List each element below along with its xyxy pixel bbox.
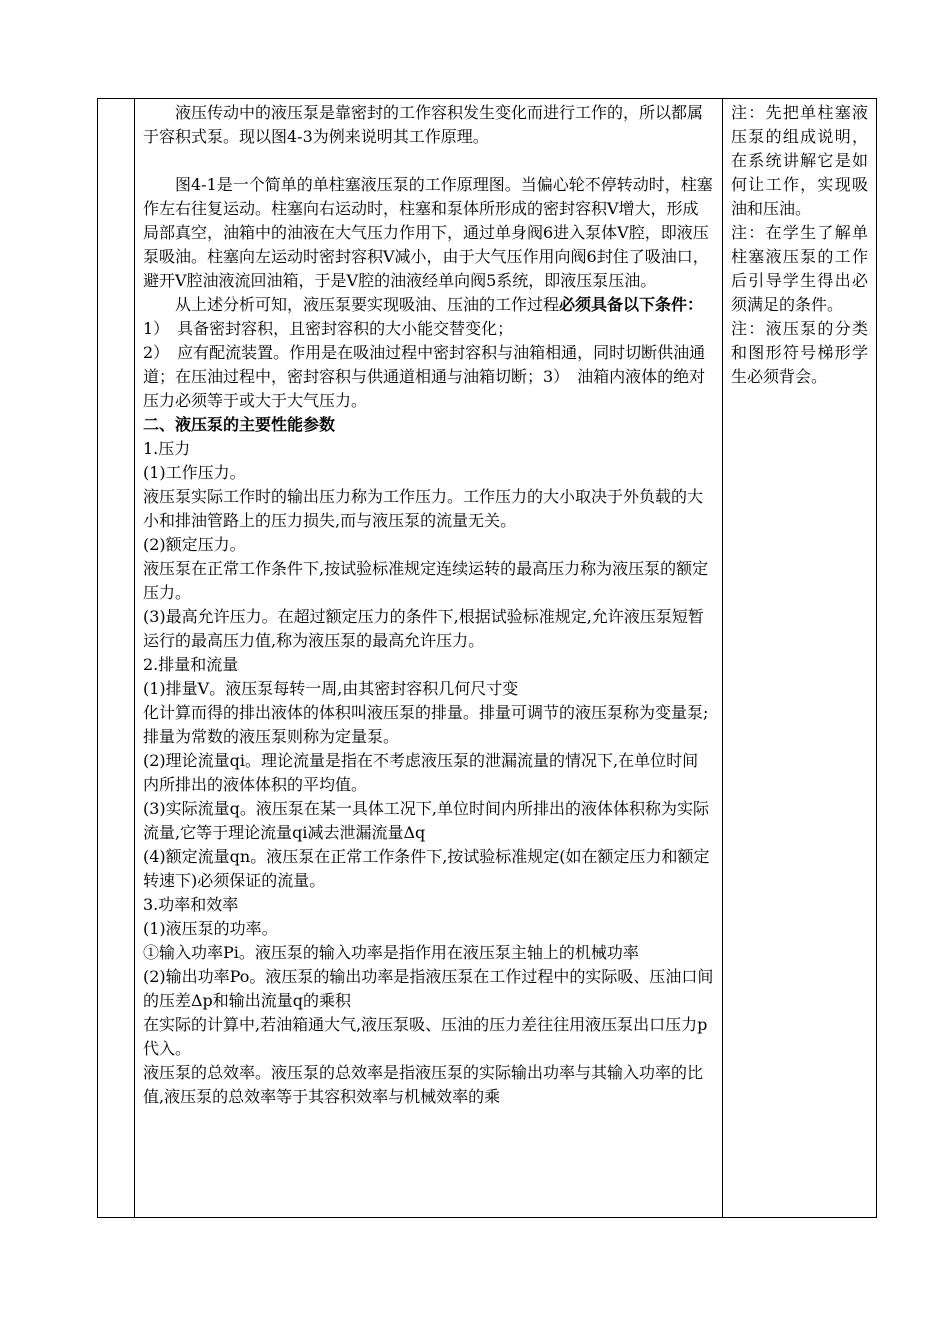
note-2: 注：在学生了解单柱塞液压泵的工作后引导学生得出必须满足的条件。: [731, 223, 868, 314]
conditions-paragraph: [143, 293, 714, 317]
item-displacement: (1)排量V。液压泵每转一周,由其密封容积几何尺寸变: [143, 679, 519, 698]
conditions-bold: 必须具备以下条件：: [559, 295, 704, 314]
item-input-power: ①输入功率Pi。液压泵的输入功率是指作用在液压泵主轴上的机械功率: [143, 943, 639, 962]
item-actual-flow: (3)实际流量q。液压泵在某一具体工况下,单位时间内所排出的液体体积称为实际流量,它等于理论流量qi减去泄漏流量Δq: [143, 799, 709, 842]
note-1: 注：先把单柱塞液压泵的组成说明，在系统讲解它是如何让工作，实现吸油和压油。: [731, 103, 868, 218]
notes-cell: [723, 99, 877, 1218]
subsection-pressure: 1.压力: [143, 439, 191, 458]
item-rated-pressure: (2)额定压力。: [143, 535, 246, 554]
text-working-pressure: 液压泵实际工作时的输出压力称为工作压力。工作压力的大小取决于外负载的大小和排油管路上的压力损失,而与液压泵的流量无关。: [143, 487, 704, 530]
item-total-efficiency: 液压泵的总效率。液压泵的总效率是指液压泵的实际输出功率与其输入功率的比值,液压泵的总效率等于其容积效率与机械效率的乘: [143, 1063, 704, 1106]
text-rated-pressure: 液压泵在正常工作条件下,按试验标准规定连续运转的最高压力称为液压泵的额定压力。: [143, 559, 709, 602]
item-theoretical-flow: (2)理论流量qi。理论流量是指在不考虑液压泵的泄漏流量的情况下,在单位时间内所排出的液体体积的平均值。: [143, 751, 699, 794]
text-displacement: 化计算而得的排出液体的体积叫液压泵的排量。排量可调节的液压泵称为变量泵;排量为常数的液压泵则称为定量泵。: [143, 703, 709, 746]
item-working-pressure: (1)工作压力。: [143, 463, 246, 482]
subsection-power: 3.功率和效率: [143, 895, 239, 914]
item-output-power: (2)输出功率Po。液压泵的输出功率是指液压泵在工作过程中的实际吸、压油口间的压差Δp和输出流量q的乘积: [143, 967, 714, 1010]
condition-2: 2） 应有配流装置。作用是在吸油过程中密封容积与油箱相通，同时切断供油通道；在压油过程中，密封容积与供通道相通与油箱切断；3） 油箱内液体的绝对压力必须等于或大于大气压力。: [143, 343, 706, 410]
lesson-row: [98, 99, 877, 1218]
notes-content: [723, 99, 876, 389]
note-3: 注：液压泵的分类和图形符号梯形学生必须背会。: [731, 319, 868, 386]
conditions-lead: 从上述分析可知，液压泵要实现吸油、压油的工作过程: [175, 295, 560, 314]
text-output-power: 在实际的计算中,若油箱通大气,液压泵吸、压油的压力差往往用液压泵出口压力p代入。: [143, 1015, 708, 1058]
blank-line: [143, 149, 714, 173]
item-rated-flow: (4)额定流量qn。液压泵在正常工作条件下,按试验标准规定(如在额定压力和额定转速下)必须保证的流量。: [143, 847, 710, 890]
item-max-pressure: (3)最高允许压力。在超过额定压力的条件下,根据试验标准规定,允许液压泵短暂运行的最高压力值,称为液压泵的最高允许压力。: [143, 607, 704, 650]
empty-left-cell: [98, 99, 135, 1218]
lesson-table: [97, 98, 877, 1218]
item-pump-power: (1)液压泵的功率。: [143, 919, 278, 938]
main-content-cell: [135, 99, 723, 1218]
main-content: [135, 99, 722, 1109]
intro-paragraph: 液压传动中的液压泵是靠密封的工作容积发生变化而进行工作的，所以都属于容积式泵。现以图4-3为例来说明其工作原理。: [143, 103, 704, 146]
principle-paragraph: 图4-1是一个简单的单柱塞液压泵的工作原理图。当偏心轮不停转动时，柱塞作左右往复运动。柱塞向右运动时，柱塞和泵体所形成的密封容积V增大，形成局部真空，油箱中的油液在大气压力作用下，通过单身阀6进入泵体V腔，即液压泵吸油。柱塞向左运动时密封容积V减小，由于大气压作用向阀6封住了吸油口，避开V腔油液流回油箱，于是V腔的油液经单向阀5系统，即液压泵压油。: [143, 175, 713, 290]
subsection-displacement: 2.排量和流量: [143, 655, 239, 674]
section-heading-performance: 二、液压泵的主要性能参数: [143, 415, 336, 434]
condition-1: 1） 具备密封容积，且密封容积的大小能交替变化；: [143, 319, 514, 338]
